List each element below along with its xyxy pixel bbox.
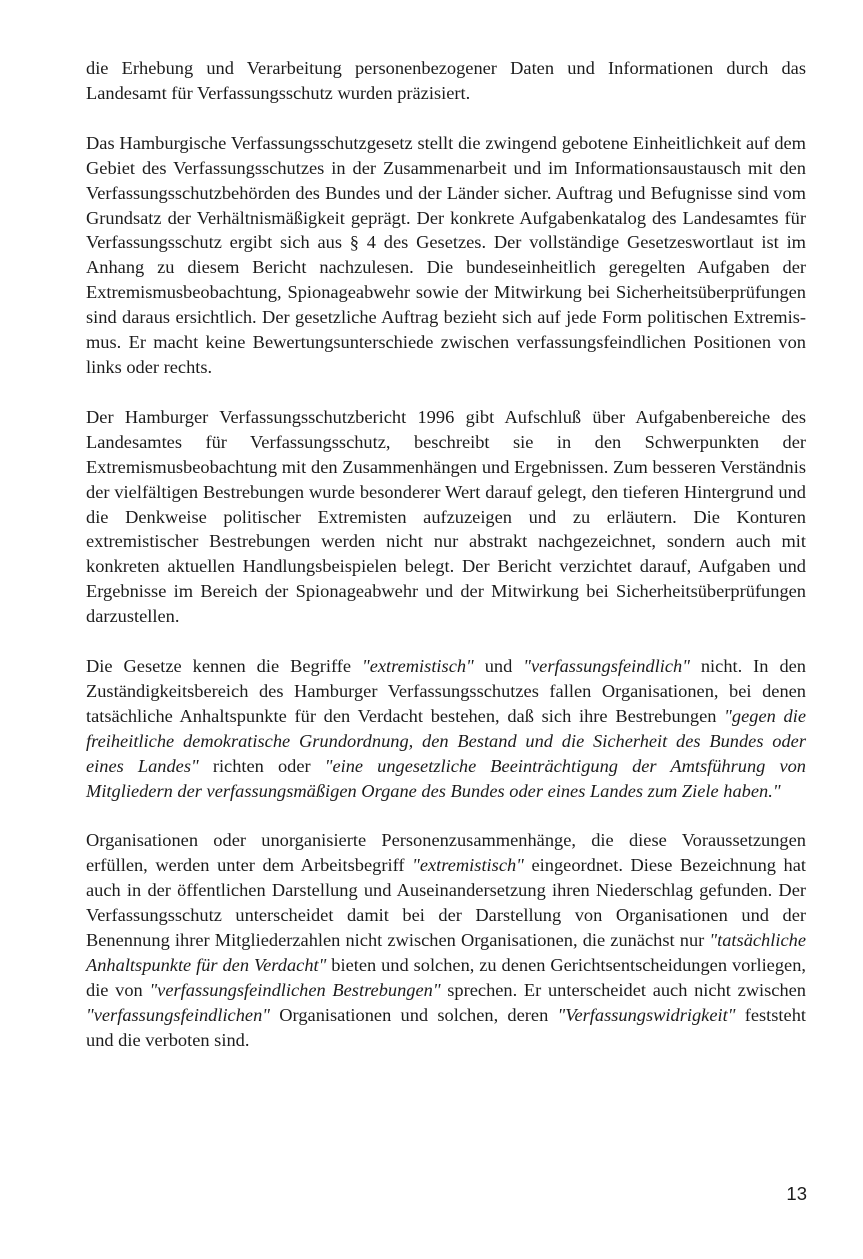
paragraph-5 xyxy=(86,828,806,1052)
text-run: Das Hamburgische Verfassungsschutzgesetz stellt die zwingend gebotene Einheitlichkeit auf dem Gebiet des Verfassungsschutzes in der Zusammenarbeit und im Informationsaustausch mit den Verfassungsschutzbehörden des Bundes und der Länder sicher. Auftrag und Befugnisse sind vom Grundsatz der Verhältnismäßigkeit geprägt. Der konkrete Aufgabenkatalog des Landesamtes für Verfassungsschutz ergibt sich aus § 4 des Gesetzes. Der vollständige Gesetzeswortlaut ist im Anhang zu diesem Bericht nachzulesen. Die bundeseinheitlich geregelten Aufgaben der Extremismusbeobachtung, Spionageabwehr sowie der Mitwirkung bei Sicherheitsüberprüfungen sind daraus ersichtlich. Der gesetzliche Auftrag bezieht sich auf jede Form politischen Extremismus. Er macht keine Bewertungsunterschiede zwischen verfassungsfeindlichen Positionen von links oder rechts. xyxy=(86,132,806,377)
text-run: nicht. In den Zuständigkeitsbereich des Hamburger Verfassungsschutzes fallen Organisationen, bei denen tatsächliche Anhaltspunkte für den Verdacht bestehen, daß sich ihre Bestrebungen xyxy=(86,656,806,726)
text-run: Organisationen oder unorganisierte Personenzusammenhänge, die diese Voraussetzungen erfüllen, werden unter dem Arbeitsbegriff xyxy=(86,830,806,876)
paragraph-2 xyxy=(86,131,806,380)
paragraph-4 xyxy=(86,654,806,803)
quoted-term: "gegen die freiheitliche demokratische Grundordnung, den Bestand und die Sicherheit des Bundes oder eines Landes" xyxy=(86,705,807,776)
quoted-term: "extremistisch" xyxy=(361,656,474,677)
document-page xyxy=(86,56,806,1053)
text-run: eingeordnet. Diese Bezeichnung hat auch in der öffentlichen Darstellung und Auseinandersetzung ihren Niederschlag gefunden. Der Verfassungsschutz unterscheidet damit bei der Darstellung von Organisationen und der Benennung ihrer Mitgliederzahlen nicht zwischen Organisationen, die zunächst nur xyxy=(86,855,807,951)
text-run: sprechen. Er unterscheidet auch nicht zwischen xyxy=(440,979,806,1000)
quoted-term: "verfassungsfeindlichen Bestrebungen" xyxy=(149,979,441,1000)
quoted-term: "verfassungsfeindlich" xyxy=(523,656,690,677)
paragraph-3 xyxy=(86,405,806,629)
text-run: Organisationen und solchen, deren xyxy=(270,1004,558,1025)
quoted-term: "Verfassungswidrigkeit" xyxy=(557,1004,736,1025)
text-run: richten oder xyxy=(198,755,325,776)
paragraph-1 xyxy=(86,56,806,106)
quoted-term: "tatsächliche Anhaltspunkte für den Verdacht" xyxy=(86,930,806,975)
quoted-term: "verfassungsfeindlichen" xyxy=(86,1004,270,1025)
text-run: feststeht und die verboten sind. xyxy=(86,1004,807,1050)
quoted-term: "extremistisch" xyxy=(412,855,524,876)
text-run: Die Gesetze kennen die Begriffe xyxy=(86,656,362,677)
text-run: Der Hamburger Verfassungsschutzbericht 1996 gibt Aufschluß über Aufgabenbereiche des Landesamtes für Verfassungsschutz, beschreibt sie in den Schwerpunkten der Extremismusbeobachtung mit den Zusammenhängen und Ergebnissen. Zum besseren Verständnis der vielfältigen Bestrebungen wurde besonderer Wert darauf gelegt, den tieferen Hintergrund und die Denkweise politischer Extremisten aufzuzeigen und zu erläutern. Die Konturen extremistischer Bestrebungen werden nicht nur abstrakt nachgezeichnet, sondern auch mit konkreten aktuellen Handlungsbeispielen belegt. Der Bericht verzichtet darauf, Aufgaben und Ergebnisse im Bereich der Spionageabwehr und der Mitwirkung bei Sicherheitsüberprüfungen darzustellen. xyxy=(86,406,806,627)
text-run: und xyxy=(473,656,524,677)
page-number: 13 xyxy=(786,1183,807,1204)
text-run: die Erhebung und Verarbeitung personenbezogener Daten und Informationen durch das Landesamt für Verfassungsschutz wurden präzisiert. xyxy=(86,58,806,103)
quoted-term: "eine ungesetzliche Beeinträchtigung der Amtsführung von Mitgliedern der verfassungsmäßigen Organe des Bundes oder eines Landes zum Ziele haben." xyxy=(86,755,806,801)
text-run: bieten und solchen, zu denen Gerichtsentscheidungen vorliegen, die von xyxy=(86,955,806,1000)
